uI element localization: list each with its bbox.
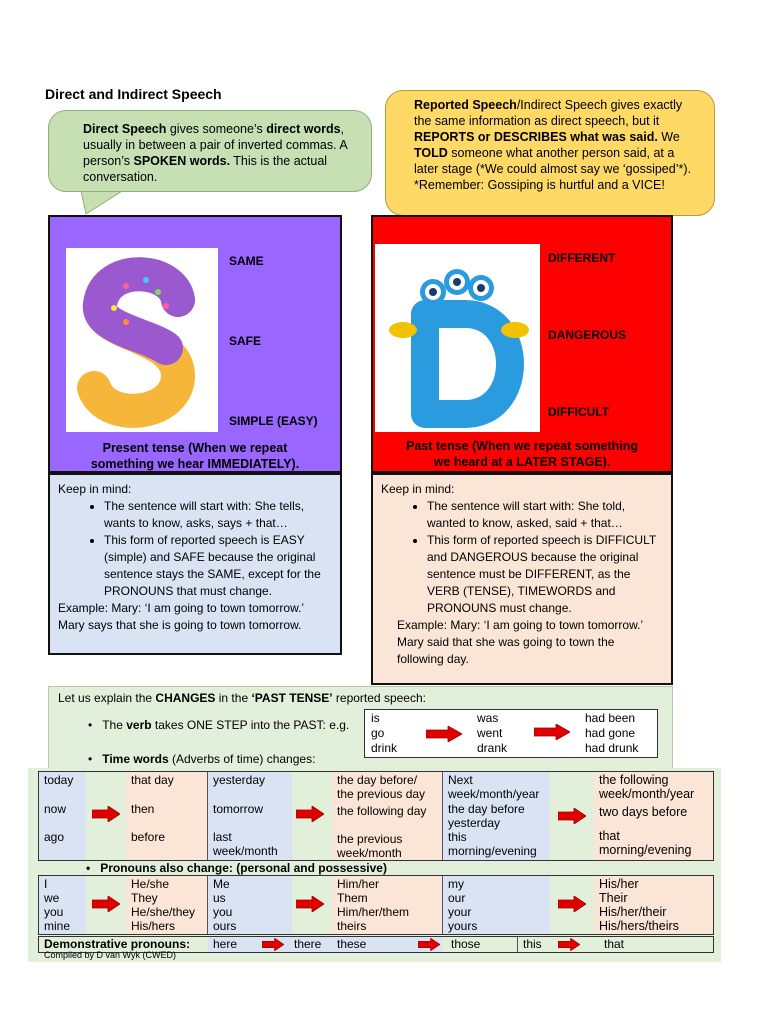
time-cell: the following day <box>337 804 427 818</box>
red-arrow-icon <box>296 896 324 912</box>
verb-perfect-col <box>580 710 643 757</box>
monster-letter-d-icon <box>375 244 540 432</box>
time-cell: yesterday <box>213 773 266 787</box>
footer-credit: Compiled by D van Wyk (CWED) <box>44 950 176 960</box>
bullet-dot: • <box>88 718 103 732</box>
red-arrow-icon <box>558 808 586 824</box>
verb-cell: had been <box>585 711 636 725</box>
verb-past-col <box>472 710 512 757</box>
time-cell: tomorrow <box>213 802 264 816</box>
pron-cell: Him/her/them <box>337 905 410 919</box>
letter-d-image <box>375 244 540 432</box>
bubble-text: We <box>657 130 680 144</box>
pron-col-g3a <box>443 876 550 934</box>
time-cell: the day before/ the previous day <box>337 773 426 801</box>
time-cell: the following week/month/year <box>599 773 695 801</box>
red-arrow-icon <box>558 938 580 951</box>
time-cell: this morning/evening <box>448 830 537 858</box>
verb-cell: drank <box>477 741 508 755</box>
time-cell: before <box>131 830 166 844</box>
reported-speech-term: Reported Speech <box>414 98 517 112</box>
pron-cell: mine <box>44 919 71 933</box>
example-direct: Example: Mary: ‘I am going to town tomorrow.’ <box>58 601 305 615</box>
intro-text: reported speech: <box>332 691 426 705</box>
demo-word: these <box>337 937 367 951</box>
word-same: SAME <box>229 254 264 268</box>
caption-line: Past tense (When we repeat something <box>406 439 638 453</box>
red-arrow-icon <box>534 724 570 740</box>
past-tense-caption <box>373 438 671 470</box>
time-words-rule <box>88 752 315 766</box>
verb-cell: went <box>477 726 503 740</box>
keep-bullet: • The sentence will start with: She told, wanted to know, asked, said + that… <box>427 498 663 532</box>
red-arrow-icon <box>262 938 284 951</box>
bubble-bold-text: direct words <box>266 122 341 136</box>
keep-bullet: • This form of reported speech is DIFFICULT and DANGEROUS because the original sentence must be DIFFERENT, as the VERB (TENSE), TIMEWORDS and PRONOUNS must change. <box>427 532 663 617</box>
bubble-remember-text: *Remember: Gossiping is hurtful and a VICE! <box>414 178 665 192</box>
demo-word-those: those <box>451 937 481 951</box>
time-col-g1a <box>39 772 86 860</box>
time-cell: then <box>131 802 155 816</box>
pron-cell: They <box>131 891 158 905</box>
pron-cell: Their <box>599 891 628 905</box>
donut-letter-s-icon <box>66 248 218 432</box>
direct-speech-bubble <box>48 110 372 192</box>
word-different: DIFFERENT <box>548 251 616 265</box>
caption-line: Present tense (When we repeat <box>102 441 288 455</box>
time-col-g3a <box>443 772 550 860</box>
pron-cell: your <box>448 905 472 919</box>
demonstrative-label: Demonstrative pronouns: <box>44 937 191 951</box>
caption-line: we heard at a LATER STAGE). <box>433 455 611 469</box>
letter-s-image <box>66 248 218 432</box>
verb-cell: had gone <box>585 726 636 740</box>
time-cell: now <box>44 802 67 816</box>
pron-cell: His/hers <box>131 919 176 933</box>
pron-cell: our <box>448 891 466 905</box>
rule-bold: Time words <box>102 752 169 766</box>
verb-cell: go <box>371 726 385 740</box>
heading-text: Pronouns also change: (personal and possessive) <box>100 861 387 875</box>
bubble-bold-text: REPORTS or DESCRIBES what was said. <box>414 130 658 144</box>
time-cell: two days before <box>599 805 688 819</box>
pron-cell: Me <box>213 877 230 891</box>
bubble-bold-text: SPOKEN words. <box>133 154 231 168</box>
intro-text: Let us explain the <box>58 691 156 705</box>
keep-heading: Keep in mind: <box>58 482 132 496</box>
word-difficult: DIFFICULT <box>548 405 610 419</box>
pron-col-g2a <box>208 876 292 934</box>
word-simple: SIMPLE (EASY) <box>229 414 318 428</box>
verb-cell: was <box>477 711 499 725</box>
caption-line: something we hear IMMEDIATELY). <box>90 457 300 471</box>
pron-cell: we <box>44 891 60 905</box>
demo-word-there: there <box>294 937 322 951</box>
example-reported: Mary said that she was going to town the following day. <box>397 635 615 666</box>
time-col-g2a <box>208 772 292 860</box>
bubble-text: gives someone’s <box>166 122 267 136</box>
bullet-dot: • <box>88 752 103 766</box>
pron-cell: Them <box>337 891 368 905</box>
word-dangerous: DANGEROUS <box>548 328 627 342</box>
pron-cell: us <box>213 891 226 905</box>
red-arrow-icon <box>92 896 120 912</box>
bubble-text: someone what another person said, at a later stage (*We could almost say we ‘gossiped’*). <box>414 146 691 176</box>
red-arrow-icon <box>296 806 324 822</box>
time-cell: today <box>44 773 74 787</box>
pron-cell: you <box>213 905 233 919</box>
rule-bold: verb <box>126 718 152 732</box>
pron-col-g3b <box>594 876 713 934</box>
pron-cell: theirs <box>337 919 367 933</box>
pron-cell: I <box>44 877 48 891</box>
time-col-g1b <box>126 772 207 860</box>
pronouns-heading <box>86 861 387 875</box>
pron-cell: His/her/their <box>599 905 667 919</box>
demo-word-that: that <box>604 937 625 951</box>
bullet-dot: • <box>86 861 101 875</box>
intro-text: in the <box>215 691 252 705</box>
demo-word-this: this <box>523 937 542 951</box>
time-cell: ago <box>44 830 65 844</box>
keep-heading: Keep in mind: <box>381 482 455 496</box>
demo-word: here <box>213 937 238 951</box>
pron-col-g1b <box>126 876 207 934</box>
time-cell: that morning/evening <box>599 829 692 857</box>
time-cell: the previous week/month <box>337 832 403 860</box>
time-col-g3b <box>594 772 713 860</box>
time-cell: last week/month <box>213 830 278 858</box>
keep-in-mind-present <box>48 473 342 655</box>
pron-cell: yours <box>448 919 478 933</box>
intro-bold: ‘PAST TENSE’ <box>251 691 333 705</box>
changes-intro <box>58 691 426 705</box>
pron-cell: Him/her <box>337 877 380 891</box>
bubble-text: , usually in between a pair of inverted commas. A person’s <box>83 122 348 168</box>
bubble-bold-text: TOLD <box>414 146 448 160</box>
rule-text: The <box>102 718 127 732</box>
pron-col-g2b <box>332 876 442 934</box>
page-title: Direct and Indirect Speech <box>45 86 222 102</box>
bubble-text: This is the actual conversation. <box>83 154 328 184</box>
example-reported: Mary says that she is going to town tomorrow. <box>58 618 302 632</box>
pron-cell: you <box>44 905 64 919</box>
verb-cell: drink <box>371 741 398 755</box>
rule-text: takes ONE STEP into the PAST: e.g. <box>151 718 350 732</box>
pron-cell: His/hers/theirs <box>599 919 679 933</box>
pron-cell: my <box>448 877 464 891</box>
red-arrow-icon <box>558 896 586 912</box>
word-safe: SAFE <box>229 334 262 348</box>
bubble-text: /Indirect Speech gives exactly the same information as direct speech, but it <box>414 98 683 128</box>
time-cell: Next week/month/year <box>448 773 540 801</box>
pron-cell: ours <box>213 919 237 933</box>
example-direct: Example: Mary: ‘I am going to town tomorrow.’ <box>397 618 644 632</box>
keep-bullet: • This form of reported speech is EASY (simple) and SAFE because the original sentence stays the SAME, except for the PRONOUNS that must change. <box>104 532 332 600</box>
time-col-g2b <box>332 772 442 860</box>
verb-present-col <box>366 710 402 757</box>
direct-speech-term: Direct Speech <box>83 122 167 136</box>
time-cell: that day <box>131 773 174 787</box>
intro-bold: CHANGES <box>155 691 216 705</box>
pron-cell: His/her <box>599 877 639 891</box>
time-cell: the day before yesterday <box>448 802 525 830</box>
pron-cell: He/she/they <box>131 905 196 919</box>
verb-cell: had drunk <box>585 741 639 755</box>
rule-text: (Adverbs of time) changes: <box>168 752 316 766</box>
pron-cell: He/she <box>131 877 170 891</box>
keep-in-mind-past <box>371 473 673 685</box>
verb-rule <box>88 718 349 732</box>
reported-speech-bubble <box>385 90 715 216</box>
red-arrow-icon <box>426 726 462 742</box>
red-arrow-icon <box>418 938 440 951</box>
column-divider <box>517 937 518 952</box>
red-arrow-icon <box>92 806 120 822</box>
pron-col-g1a <box>39 876 86 934</box>
verb-cell: is <box>371 711 380 725</box>
present-tense-caption <box>50 440 340 472</box>
keep-bullet: • The sentence will start with: She tells, wants to know, asks, says + that… <box>104 498 332 532</box>
